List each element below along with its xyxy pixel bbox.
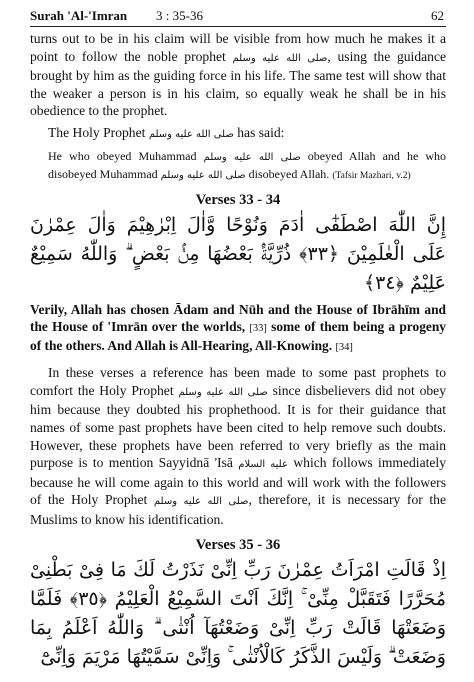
quote-source: (Tafsir Mazhari, v.2): [332, 170, 411, 181]
verse-ref: [34]: [335, 341, 353, 353]
verses-35-36-arabic: اِذْ قَالَتِ امْرَاَتُ عِمْرٰنَ رَبِّ اِنِّىْ نَذَرْتُ لَكَ مَا فِىْ بَطْنِىْ مُحَرَّرًا فَتَقَبَّلْ مِنِّىْ ۚ اِنَّكَ اَنْتَ السَّمِيْعُ الْعَلِيْمُ ﴿٣٥﴾ فَلَمَّا وَضَعَتْهَا قَالَتْ رَبِّ اِنِّىْ وَضَعْتُهَآ اُنْثٰى ۗ وَاللّٰهُ اَعْلَمُ بِمَا وَضَعَتْ ۗ وَلَيْسَ الذَّكَرُ كَالْاُنْثٰى ۚ وَاِنِّىْ سَمَّيْتُهَا مَرْيَمَ وَاِنِّىْٓ: [30, 558, 446, 668]
verses-33-34-translation: [30, 301, 446, 357]
para-text: The Holy Prophet: [48, 124, 146, 140]
salutation-arabic: صلى الله عليه وسلم: [148, 128, 234, 140]
quote-text: disobeyed Allah.: [248, 166, 330, 181]
salutation-arabic: صلى الله عليه وسلم: [232, 52, 328, 64]
para-text: which follows immediately because he will come again to this world and will work with the followers of the Holy Prophet: [30, 455, 446, 508]
hadith-quote: [30, 148, 446, 184]
verse-ref: [33]: [249, 322, 267, 334]
salutation-arabic: صلى الله عليه وسلم: [153, 496, 249, 508]
salutation-arabic: عليه السلام: [238, 459, 288, 471]
verse-range: 3 : 35-36: [156, 8, 203, 23]
verses-33-34-heading: Verses 33 - 34: [195, 191, 281, 208]
paragraph-obedience: [30, 30, 446, 120]
para-text: , therefore, it is necessary for the Muslims to know his identification.: [30, 492, 447, 527]
page-number: 62: [431, 8, 444, 23]
translation-text: Verily, Allah has chosen Ādam and Nūh and the House of Ibrāhīm and the House of 'Imrān over the worlds,: [30, 301, 446, 334]
paragraph-prophet-said: [30, 124, 446, 144]
translation-text: some of them being a progeny of the others. And Allah is All-Hearing, All-Knowing.: [30, 318, 446, 353]
para-text: In these verses a reference has been made to some past prophets to comfort the Holy Prophet: [30, 365, 446, 398]
page-body: [30, 30, 446, 672]
page-header: [30, 6, 446, 27]
salutation-arabic: صلى الله عليه وسلم: [178, 386, 268, 398]
surah-title: Surah 'Al-'Imran: [30, 8, 128, 23]
verses-35-36-heading: Verses 35 - 36: [195, 536, 281, 553]
quote-text: He who obeyed Muhammad: [48, 148, 197, 163]
salutation-arabic: صلى الله عليه وسلم: [160, 169, 246, 181]
verses-33-34-arabic: إِنَّ اللّٰهَ اصْطَفٰٓى اٰدَمَ وَنُوْحًا وَّاٰلَ اِبْرٰهِيْمَ وَاٰلَ عِمْرٰنَ عَلَى الْعٰلَمِيْنَ ﴿٣٣﴾ ذُرِّيَّةًۢ بَعْضُهَا مِنْۢ بَعْضٍ ۗ وَاللّٰهُ سَمِيْعٌ عَلِيْمٌ ﴿٣٤﴾: [30, 213, 446, 294]
para-text: has said:: [237, 124, 285, 140]
paragraph-commentary: [30, 364, 446, 528]
para-text: turns out to be in his claim will be visible from how much he makes it a point to follow the noble prophet: [30, 31, 446, 64]
para-text: since disbelievers did not obey him because they doubted his prophethood. It is for their guidance that names of some past prophets have been cited to help remove such doubts. However, these prophets have been referred to very briefly as the main purpose is to mention Sayyidnā 'Isā: [30, 382, 446, 471]
salutation-arabic: صلى الله عليه وسلم: [203, 151, 301, 163]
para-text: , using the guidance brought by him as the guiding force in his life. The same test will show that the weaker a person is in his claim, so equally weak he shall be in his obedience to the prophet.: [30, 48, 447, 119]
quote-text: obeyed Allah and he who disobeyed Muhammad: [48, 148, 447, 181]
